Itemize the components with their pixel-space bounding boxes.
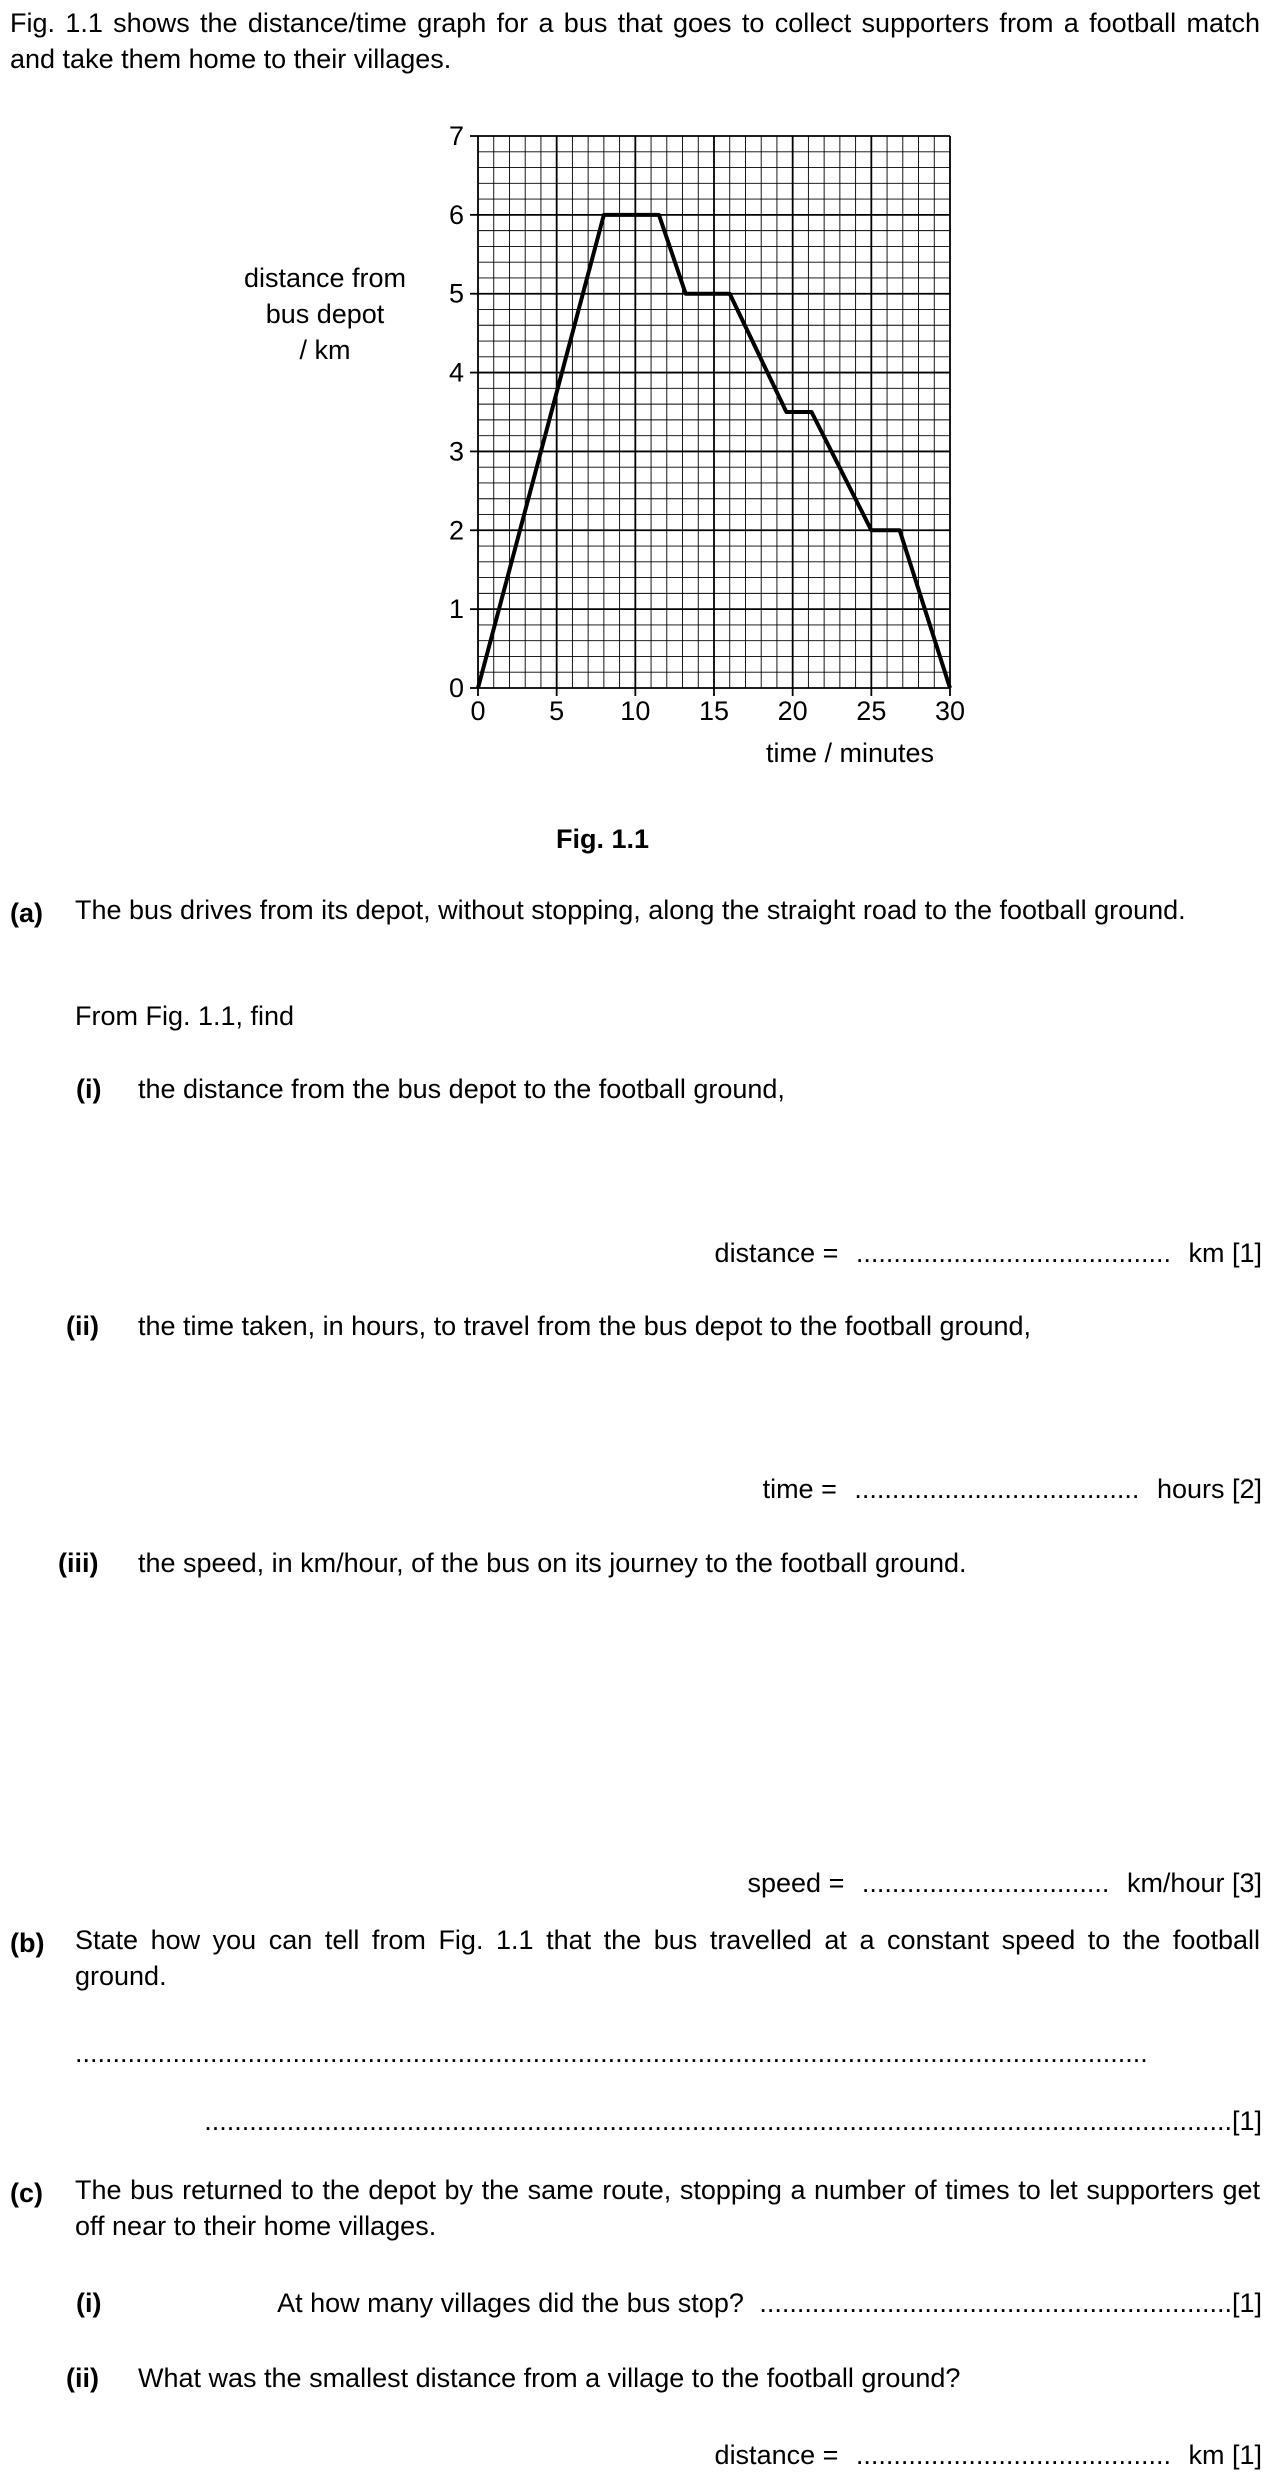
part-a-label: (a): [10, 898, 43, 928]
part-b-text: State how you can tell from Fig. 1.1 that the bus travelled at a constant speed to the football ground.: [75, 1925, 1260, 1991]
part-b-answer-line-2-row: [204, 2108, 1262, 2135]
part-a-iii-text: the speed, in km/hour, of the bus on its journey to the football ground.: [138, 1548, 967, 1578]
y-tick-label: 5: [448, 278, 464, 309]
y-tick-label: 7: [448, 121, 464, 151]
answer-label: distance =: [714, 1238, 839, 1268]
x-tick-label: 10: [620, 696, 651, 726]
x-tick-label: 0: [470, 696, 486, 726]
part-c-i-marks: [1]: [1231, 2288, 1262, 2318]
part-a-iii-label: (iii): [58, 1548, 99, 1578]
part-a-ii-text: the time taken, in hours, to travel from the bus depot to the football ground,: [138, 1311, 1032, 1341]
part-c-ii-text: What was the smallest distance from a village to the football ground?: [138, 2363, 961, 2393]
part-c-i-label: (i): [76, 2288, 102, 2318]
x-tick-label: 15: [698, 696, 730, 726]
intro-text: Fig. 1.1 shows the distance/time graph for a bus that goes to collect supporters from a football match and take them home to their villages.: [10, 8, 1260, 74]
answer-unit-marks: km/hour [3]: [1126, 1868, 1262, 1898]
x-tick-label: 30: [934, 696, 966, 726]
part-b-marks: [1]: [1231, 2106, 1262, 2136]
x-tick-label: 25: [856, 696, 887, 726]
distance-time-graph: [0, 0, 1272, 880]
y-tick-label: 4: [448, 357, 464, 388]
answer-unit-marks: km [1]: [1188, 2440, 1262, 2470]
answer-unit-marks: km [1]: [1188, 1238, 1262, 1268]
answer-line[interactable]: ..........................................: [855, 2440, 1171, 2470]
part-c-ii-answer: [715, 2442, 1262, 2469]
y-tick-label: 3: [448, 436, 464, 467]
y-axis-label: [225, 260, 425, 368]
answer-unit-marks: hours [2]: [1156, 1474, 1262, 1504]
part-b-label: (b): [10, 1928, 45, 1958]
answer-line[interactable]: .................................: [861, 1868, 1110, 1898]
figure-caption: Fig. 1.1: [556, 824, 650, 854]
y-tick-label: 1: [448, 594, 464, 625]
y-axis-label-line: bus depot: [265, 299, 385, 329]
part-a-from-text: From Fig. 1.1, find: [75, 1001, 295, 1031]
part-a-ii-label: (ii): [66, 1311, 99, 1341]
answer-label: speed =: [747, 1868, 845, 1898]
part-a-ii-answer: [763, 1476, 1262, 1503]
answer-label: distance =: [714, 2440, 839, 2470]
part-a-i-text: the distance from the bus depot to the football ground,: [138, 1074, 785, 1104]
y-axis-label-line: distance from: [243, 263, 407, 293]
part-b-answer-line-1[interactable]: ...............................................................................................................................................: [75, 2040, 1148, 2067]
y-tick-label: 2: [448, 515, 464, 546]
axis-ticks: [449, 121, 965, 726]
part-c-label: (c): [10, 2178, 43, 2208]
y-axis-label-line: / km: [299, 335, 351, 365]
answer-line[interactable]: ......................................: [854, 1474, 1140, 1504]
answer-label: time =: [762, 1474, 837, 1504]
part-c-i-text: At how many villages did the bus stop?: [277, 2288, 744, 2318]
part-c-text: The bus returned to the depot by the same route, stopping a number of times to let supporters get off near to their home villages.: [75, 2175, 1260, 2241]
part-a-i-label: (i): [76, 1074, 102, 1104]
part-c-ii-label: (ii): [66, 2363, 99, 2393]
major-grid: [478, 136, 950, 688]
x-tick-label: 5: [549, 696, 565, 726]
y-tick-label: 6: [448, 199, 464, 230]
y-tick-label: 0: [448, 673, 464, 703]
x-tick-label: 20: [777, 696, 808, 726]
part-b-answer-line-2[interactable]: .........................................................................................................................................: [204, 2106, 1232, 2136]
part-a-iii-answer: [748, 1870, 1263, 1897]
x-axis-label: time / minutes: [766, 738, 935, 768]
part-c-i-row: [277, 2290, 1262, 2317]
answer-line[interactable]: ...............................................................: [759, 2288, 1232, 2318]
part-a-i-answer: [715, 1240, 1262, 1267]
answer-line[interactable]: ..........................................: [855, 1238, 1171, 1268]
part-a-text: The bus drives from its depot, without stopping, along the straight road to the football ground.: [75, 895, 1186, 925]
